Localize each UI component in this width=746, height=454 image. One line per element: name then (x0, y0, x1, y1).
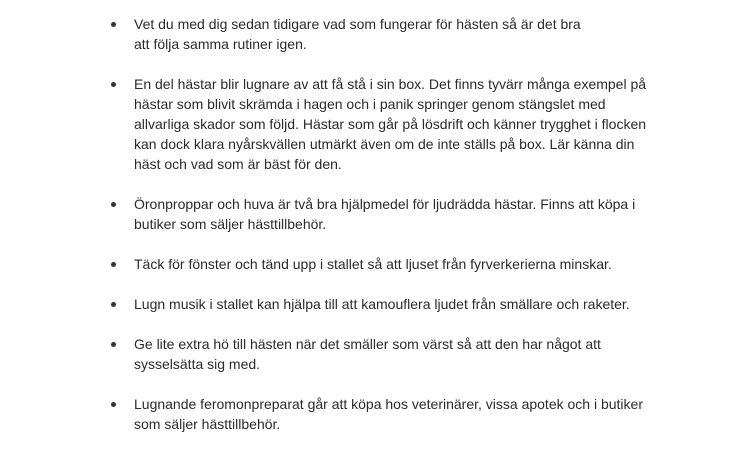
bullet-icon (111, 342, 116, 347)
list-item (111, 394, 651, 434)
list-item-line: att följa samma rutiner igen. (134, 36, 307, 52)
bullet-icon (111, 262, 116, 267)
list-item-text: Öronproppar och huva är två bra hjälpmedel för ljudrädda hästar. Finns att köpa i butiker som säljer hästtillbehör. (134, 196, 636, 232)
list-item-text: Täck för fönster och tänd upp i stallet så att ljuset från fyrverkerierna minskar. (134, 256, 612, 272)
list-item (111, 254, 651, 274)
list-item (111, 294, 651, 314)
list-item-line: Vet du med dig sedan tidigare vad som fungerar för hästen så är det bra (134, 16, 581, 32)
list-item-text: Lugnande feromonpreparat går att köpa hos veterinärer, vissa apotek och i butiker som säljer hästtillbehör. (134, 396, 643, 432)
list-item (111, 14, 651, 54)
bullet-icon (111, 22, 116, 27)
list-item-text: Lugn musik i stallet kan hjälpa till att kamouflera ljudet från smällare och raketer. (134, 296, 630, 312)
list-item-text: Ge lite extra hö till hästen när det smäller som värst så att den har något att sysselsätta sig med. (134, 336, 601, 372)
bullet-icon (111, 202, 116, 207)
bullet-icon (111, 302, 116, 307)
list-item-text: En del hästar blir lugnare av att få stå i sin box. Det finns tyvärr många exempel på hästar som blivit skrämda i hagen och i panik springer genom stängslet med allvarliga skador som följd. Hästar som går på lösdrift och känner trygghet i flocken kan dock klara nyårskvällen utmärkt även om de inte ställs på box. Lär känna din häst och vad som är bäst för den. (134, 76, 647, 172)
advice-bullet-list (111, 14, 651, 454)
list-item (111, 334, 651, 374)
list-item-text (134, 14, 651, 54)
list-item (111, 194, 651, 234)
bullet-icon (111, 82, 116, 87)
bullet-icon (111, 402, 116, 407)
list-item (111, 74, 651, 174)
